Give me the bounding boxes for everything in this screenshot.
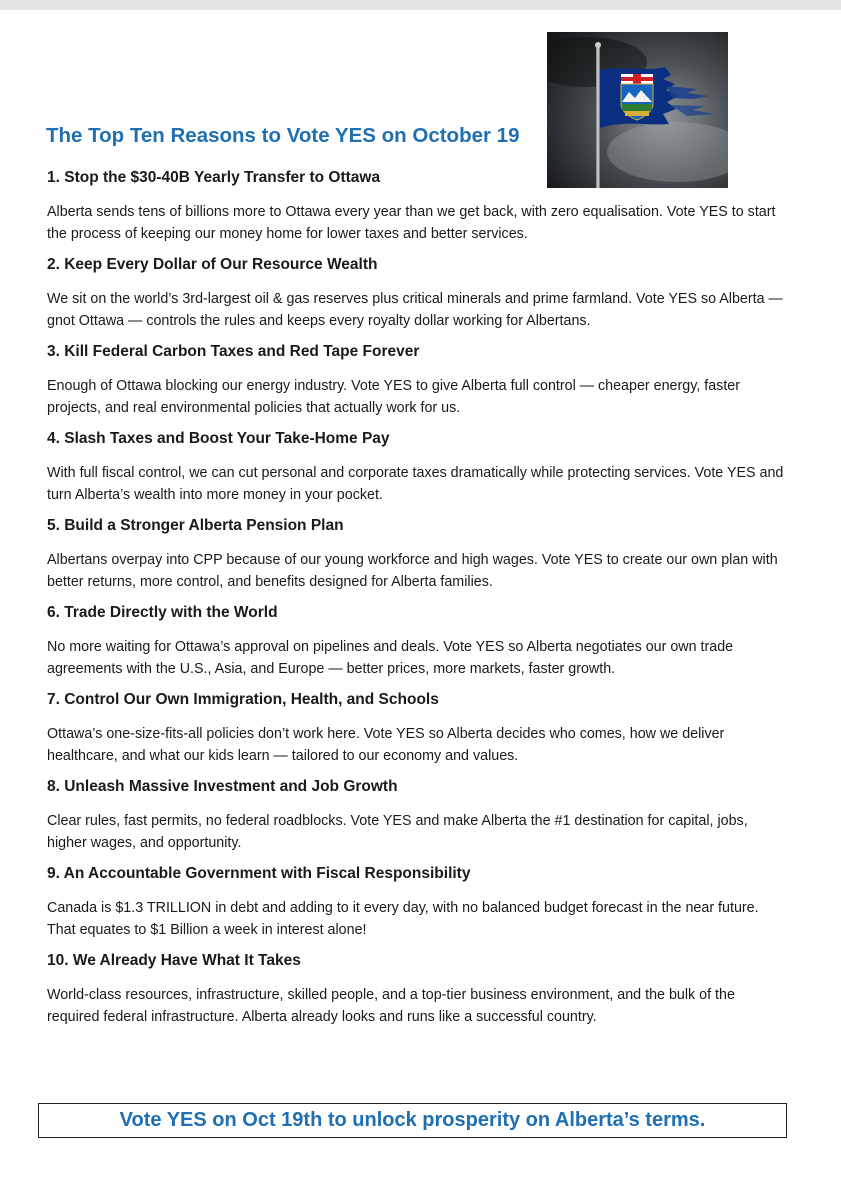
alberta-flag-image: [547, 32, 728, 188]
reason-heading: 8. Unleash Massive Investment and Job Growth: [47, 778, 398, 795]
reason-body: World-class resources, infrastructure, skilled people, and a top-tier business environment, and the bulk of the required federal infrastructure. Alberta already looks and runs like a successful country.: [47, 987, 735, 1025]
reason-body: Enough of Ottawa blocking our energy industry. Vote YES to give Alberta full control — cheaper energy, faster projects, and real environmental policies that actually work for us.: [47, 378, 741, 416]
reason-heading: 3. Kill Federal Carbon Taxes and Red Tape Forever: [47, 343, 420, 360]
reason-heading: 4. Slash Taxes and Boost Your Take-Home Pay: [47, 430, 390, 447]
reason-body: Alberta sends tens of billions more to Ottawa every year than we get back, with zero equalisation. Vote YES to start the process of keeping our money home for lower taxes and better services.: [47, 204, 776, 242]
reason-item: [47, 863, 787, 941]
call-to-action-banner: Vote YES on Oct 19th to unlock prosperity on Alberta’s terms.: [38, 1103, 787, 1138]
reason-item: [47, 254, 787, 332]
reason-item: [47, 950, 787, 1028]
reason-item: [47, 341, 787, 419]
reasons-list: [47, 167, 787, 1037]
reason-item: [47, 602, 787, 680]
reason-item: [47, 167, 787, 245]
reason-body: Albertans overpay into CPP because of our young workforce and high wages. Vote YES to create our own plan with better returns, more control, and benefits designed for Alberta families.: [47, 552, 778, 590]
reason-body: Clear rules, fast permits, no federal roadblocks. Vote YES and make Alberta the #1 destination for capital, jobs, higher wages, and opportunity.: [47, 813, 748, 851]
reason-item: [47, 689, 787, 767]
reason-item: [47, 428, 787, 506]
reason-body: Canada is $1.3 TRILLION in debt and adding to it every day, with no balanced budget forecast in the near future. That equates to $1 Billion a week in interest alone!: [47, 900, 759, 938]
reason-item: [47, 515, 787, 593]
reason-heading: 1. Stop the $30-40B Yearly Transfer to Ottawa: [47, 169, 381, 186]
reason-heading: 6. Trade Directly with the World: [47, 604, 278, 621]
page-title: The Top Ten Reasons to Vote YES on October 19: [46, 124, 520, 147]
reason-body: With full fiscal control, we can cut personal and corporate taxes dramatically while protecting services. Vote YES and turn Alberta’s wealth into more money in your pocket.: [47, 465, 784, 503]
reason-heading: 10. We Already Have What It Takes: [47, 952, 301, 969]
reason-heading: 5. Build a Stronger Alberta Pension Plan: [47, 517, 344, 534]
reason-body: Ottawa’s one-size-fits-all policies don’t work here. Vote YES so Alberta decides who comes, how we deliver healthcare, and what our kids learn — tailored to our economy and values.: [47, 726, 725, 764]
reason-heading: 9. An Accountable Government with Fiscal Responsibility: [47, 865, 471, 882]
reason-body: No more waiting for Ottawa’s approval on pipelines and deals. Vote YES so Alberta negotiates our own trade agreements with the U.S., Asia, and Europe — better prices, more markets, faster growth.: [47, 639, 734, 677]
reason-body: We sit on the world’s 3rd-largest oil & gas reserves plus critical minerals and prime farmland. Vote YES so Alberta — gnot Ottawa — controls the rules and keeps every royalty dollar working for Albertans.: [47, 291, 783, 329]
reason-item: [47, 776, 787, 854]
document-page: [0, 10, 841, 1199]
reason-heading: 2. Keep Every Dollar of Our Resource Wealth: [47, 256, 378, 273]
reason-heading: 7. Control Our Own Immigration, Health, and Schools: [47, 691, 439, 708]
